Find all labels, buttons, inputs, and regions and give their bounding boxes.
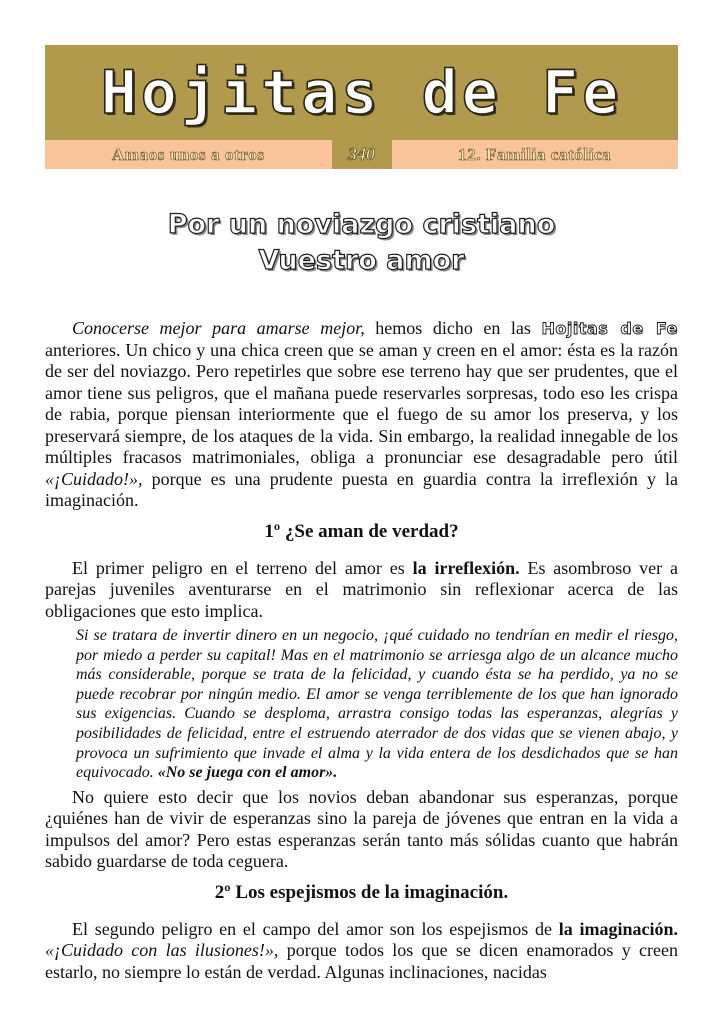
section2-heading: 2º Los espejismos de la imaginación. xyxy=(214,881,509,903)
section2-text: El segundo peligro en el campo del amor son los espejismos de xyxy=(72,918,559,939)
section1-heading: 1º ¿Se aman de verdad? xyxy=(264,520,459,542)
header-title-bar xyxy=(45,45,678,140)
article-title xyxy=(45,207,678,279)
intro-quote: «¡Cuidado!», xyxy=(45,468,143,489)
section1-paragraph1 xyxy=(45,558,678,623)
article-title-line2: Vuestro amor xyxy=(258,245,465,276)
section2-emphasis: la imaginación. xyxy=(558,918,678,939)
section1-quote xyxy=(76,626,678,783)
intro-paragraph xyxy=(45,318,678,512)
intro-text: porque es una prudente puesta en guardia contra la irreflexión y la imaginación. xyxy=(45,468,678,510)
section2-paragraph1 xyxy=(45,919,678,984)
section1-text: Es asombroso ver a parejas juveniles aventurarse en el matrimonio sin reflexionar acerca de las obligaciones que esto implica. xyxy=(45,557,678,621)
section1-paragraph2: No quiere esto decir que los novios deban abandonar sus esperanzas, porque ¿quiénes han de vivir de esperanzas sino la pareja de jóvenes que entran en la vida a impulsos del amor? Pero estas esperanzas serán tanto más sólidas cuanto que habrán sabido guardarse de toda ceguera. xyxy=(45,786,678,872)
section1-emphasis: la irreflexión. xyxy=(412,557,520,578)
publication-title: Hojitas de Fe xyxy=(100,57,623,128)
series-category: 12. Familia católica xyxy=(458,144,612,164)
series-motto: Amaos unos a otros xyxy=(111,144,265,164)
intro-text: hemos dicho en las xyxy=(364,318,542,338)
brand-mention: Hojitas de Fe xyxy=(541,319,678,338)
header-subtitle-bar xyxy=(45,140,678,169)
header-banner xyxy=(45,45,678,169)
quote-emphasis: «No se juega con el amor». xyxy=(157,764,338,782)
issue-number: 340 xyxy=(332,140,392,169)
section1-text: El primer peligro en el terreno del amor es xyxy=(72,557,413,578)
intro-text: anteriores. Un chico y una chica creen que se aman y creen en el amor: ésta es la razón de ser del noviazgo. Pero repetirles que sobre ese terreno hay que ser prudentes, que el amor tiene sus peligros, que el mañana puede reservarles sorpresas, todo eso les crispa de rabia, porque piensan interiormente que el fuego de su amor los preserva, y los preservará siempre, de los ataques de la vida. Sin embargo, la realidad innegable de los múltiples fracasos matrimoniales, obliga a pronunciar ese desagradable pero útil xyxy=(45,339,678,467)
section2-text: porque todos los que se dicen enamorados y creen estarlo, no siempre lo están de verdad. Algunas inclinaciones, nacidas xyxy=(45,940,678,982)
section2-quote: «¡Cuidado con las ilusiones!», xyxy=(45,940,279,961)
article-body xyxy=(45,318,678,983)
quote-text: Si se tratara de invertir dinero en un negocio, ¡qué cuidado no tendrían en medir el riesgo, por miedo a perder su capital! Mas en el matrimonio se arriesga algo de un alcance mucho más considerable, porque se trata de la felicidad, y cuando ésta se ha perdido, ya no se puede recobrar por ningún medio. El amor se venga terriblemente de los que han ignorado sus exigencias. Cuando se desploma, arrastra consigo todas las esperanzas, alegrías y posibilidades de felicidad, entre el estruendo aterrador de dos vidas que se vienen abajo, y provoca un sufrimiento que invade el alma y la vida entera de los desdichados que se han equivocado. xyxy=(76,627,678,782)
intro-lead: Conocerse mejor para amarse mejor, xyxy=(72,318,365,338)
article-title-line1: Por un noviazgo cristiano xyxy=(167,209,556,240)
